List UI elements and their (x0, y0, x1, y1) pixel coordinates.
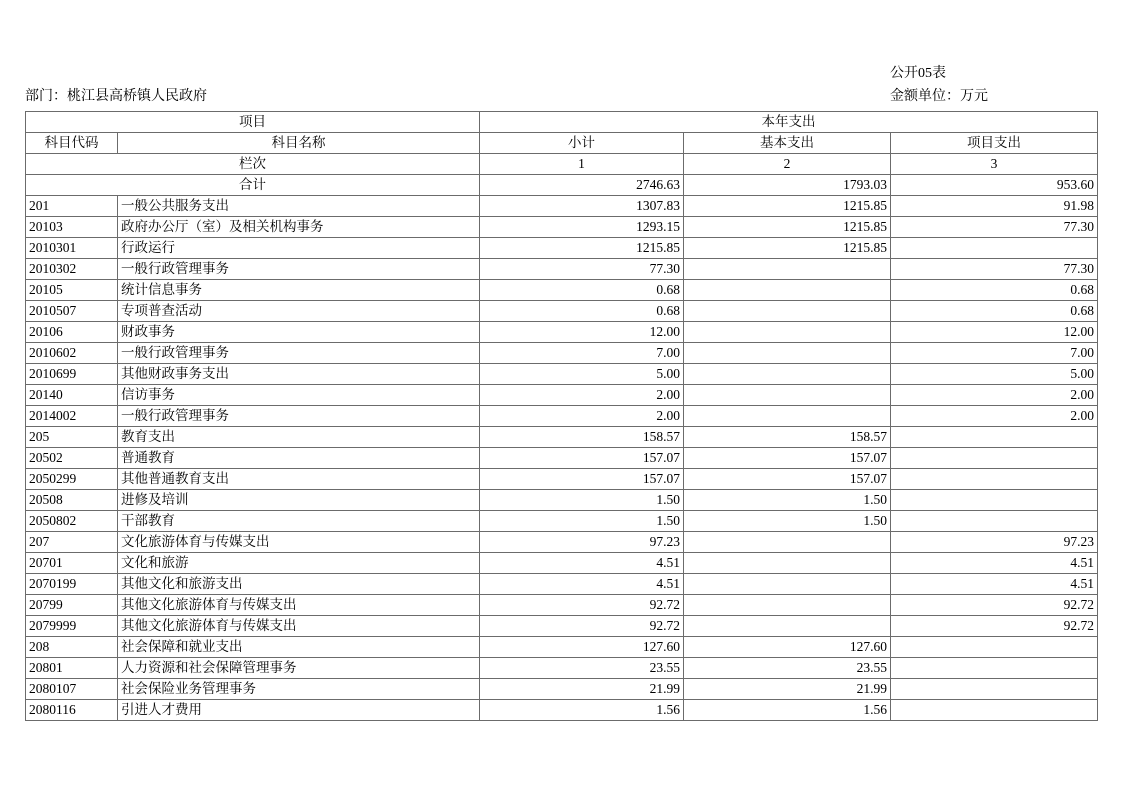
subject-name-cell: 其他文化和旅游支出 (118, 574, 480, 595)
subtotal-cell: 2.00 (480, 406, 684, 427)
subject-name-cell: 一般公共服务支出 (118, 196, 480, 217)
basic-expenditure-cell: 1.56 (684, 700, 891, 721)
table-row (26, 574, 1098, 595)
basic-expenditure-cell: 1215.85 (684, 238, 891, 259)
table-body (26, 196, 1098, 721)
subject-code-cell: 20701 (26, 553, 118, 574)
table-row (26, 469, 1098, 490)
subject-name-cell: 其他财政事务支出 (118, 364, 480, 385)
basic-expenditure-cell: 1215.85 (684, 196, 891, 217)
subtotal-cell: 1215.85 (480, 238, 684, 259)
subject-code-cell: 2050299 (26, 469, 118, 490)
subject-name-cell: 社会保障和就业支出 (118, 637, 480, 658)
basic-expenditure-cell: 127.60 (684, 637, 891, 658)
subject-name-cell: 其他文化旅游体育与传媒支出 (118, 616, 480, 637)
budget-table (25, 111, 1098, 721)
subject-code-cell: 2080116 (26, 700, 118, 721)
subject-code-cell: 208 (26, 637, 118, 658)
subject-name-cell: 社会保险业务管理事务 (118, 679, 480, 700)
totals-row (26, 175, 1098, 196)
subject-name-cell: 统计信息事务 (118, 280, 480, 301)
subtotal-cell: 0.68 (480, 280, 684, 301)
subtotal-cell: 4.51 (480, 553, 684, 574)
subtotal-cell: 92.72 (480, 616, 684, 637)
subject-name-cell: 专项普查活动 (118, 301, 480, 322)
basic-expenditure-cell: 1.50 (684, 490, 891, 511)
project-expenditure-cell: 91.98 (891, 196, 1098, 217)
table-row (26, 448, 1098, 469)
subject-name-cell: 普通教育 (118, 448, 480, 469)
project-expenditure-cell (891, 490, 1098, 511)
project-expenditure-cell (891, 637, 1098, 658)
subject-code-cell: 20508 (26, 490, 118, 511)
basic-expenditure-cell: 23.55 (684, 658, 891, 679)
project-expenditure-cell: 77.30 (891, 259, 1098, 280)
table-row (26, 427, 1098, 448)
subtotal-cell: 1.50 (480, 490, 684, 511)
table-row (26, 217, 1098, 238)
department-label: 部门：桃江县高桥镇人民政府 (25, 89, 207, 104)
basic-expenditure-cell (684, 574, 891, 595)
subtotal-cell: 157.07 (480, 469, 684, 490)
subject-code-cell: 20801 (26, 658, 118, 679)
project-expenditure-cell: 2.00 (891, 406, 1098, 427)
amount-unit-label: 金额单位：万元 (890, 89, 988, 104)
header-subtotal: 小计 (480, 133, 684, 154)
subject-name-cell: 行政运行 (118, 238, 480, 259)
table-row (26, 322, 1098, 343)
form-number-label: 公开05表 (890, 66, 946, 81)
project-expenditure-cell: 92.72 (891, 616, 1098, 637)
subtotal-cell: 1307.83 (480, 196, 684, 217)
subject-code-cell: 2010602 (26, 343, 118, 364)
basic-expenditure-cell (684, 343, 891, 364)
project-expenditure-cell (891, 469, 1098, 490)
subject-code-cell: 2079999 (26, 616, 118, 637)
subtotal-cell: 158.57 (480, 427, 684, 448)
project-expenditure-cell: 5.00 (891, 364, 1098, 385)
subject-code-cell: 2014002 (26, 406, 118, 427)
subtotal-cell: 97.23 (480, 532, 684, 553)
project-expenditure-cell (891, 700, 1098, 721)
subtotal-cell: 1293.15 (480, 217, 684, 238)
table-row (26, 553, 1098, 574)
basic-expenditure-cell: 21.99 (684, 679, 891, 700)
subtotal-cell: 12.00 (480, 322, 684, 343)
basic-expenditure-cell (684, 553, 891, 574)
subject-name-cell: 一般行政管理事务 (118, 259, 480, 280)
table-row (26, 238, 1098, 259)
subject-code-cell: 20103 (26, 217, 118, 238)
table-row (26, 490, 1098, 511)
subject-name-cell: 文化旅游体育与传媒支出 (118, 532, 480, 553)
basic-expenditure-cell (684, 385, 891, 406)
subject-name-cell: 其他普通教育支出 (118, 469, 480, 490)
subtotal-cell: 2.00 (480, 385, 684, 406)
subject-code-cell: 2080107 (26, 679, 118, 700)
project-expenditure-cell (891, 511, 1098, 532)
subject-name-cell: 干部教育 (118, 511, 480, 532)
subtotal-cell: 92.72 (480, 595, 684, 616)
subject-code-cell: 205 (26, 427, 118, 448)
subtotal-cell: 23.55 (480, 658, 684, 679)
subject-name-cell: 人力资源和社会保障管理事务 (118, 658, 480, 679)
basic-expenditure-cell (684, 595, 891, 616)
subject-name-cell: 财政事务 (118, 322, 480, 343)
subtotal-cell: 5.00 (480, 364, 684, 385)
subject-code-cell: 207 (26, 532, 118, 553)
table-row (26, 343, 1098, 364)
table-row (26, 406, 1098, 427)
subject-code-cell: 20502 (26, 448, 118, 469)
subject-code-cell: 20105 (26, 280, 118, 301)
subject-code-cell: 2010507 (26, 301, 118, 322)
subject-name-cell: 一般行政管理事务 (118, 406, 480, 427)
table-row (26, 679, 1098, 700)
header-row-columns (26, 133, 1098, 154)
project-expenditure-cell (891, 658, 1098, 679)
subject-name-cell: 其他文化旅游体育与传媒支出 (118, 595, 480, 616)
basic-expenditure-cell (684, 322, 891, 343)
project-expenditure-cell: 77.30 (891, 217, 1098, 238)
project-expenditure-cell: 2.00 (891, 385, 1098, 406)
subject-name-cell: 引进人才费用 (118, 700, 480, 721)
project-expenditure-cell: 4.51 (891, 574, 1098, 595)
total-label: 合计 (26, 175, 480, 196)
basic-expenditure-cell: 157.07 (684, 448, 891, 469)
subject-code-cell: 201 (26, 196, 118, 217)
header-project-expenditure: 项目支出 (891, 133, 1098, 154)
subject-code-cell: 20799 (26, 595, 118, 616)
table-row (26, 301, 1098, 322)
table-row (26, 385, 1098, 406)
project-expenditure-cell (891, 427, 1098, 448)
subtotal-cell: 1.50 (480, 511, 684, 532)
project-expenditure-cell: 12.00 (891, 322, 1098, 343)
subtotal-cell: 7.00 (480, 343, 684, 364)
subtotal-cell: 77.30 (480, 259, 684, 280)
basic-expenditure-cell: 1.50 (684, 511, 891, 532)
basic-expenditure-cell (684, 364, 891, 385)
project-expenditure-cell: 4.51 (891, 553, 1098, 574)
subject-code-cell: 2010301 (26, 238, 118, 259)
basic-expenditure-cell: 158.57 (684, 427, 891, 448)
subtotal-cell: 1.56 (480, 700, 684, 721)
subject-code-cell: 2070199 (26, 574, 118, 595)
header-row-group (26, 112, 1098, 133)
subject-code-cell: 2010302 (26, 259, 118, 280)
project-expenditure-cell: 0.68 (891, 301, 1098, 322)
header-row-column-index (26, 154, 1098, 175)
total-project: 953.60 (891, 175, 1098, 196)
column-index-3: 3 (891, 154, 1098, 175)
table-row (26, 259, 1098, 280)
total-subtotal: 2746.63 (480, 175, 684, 196)
project-expenditure-cell: 92.72 (891, 595, 1098, 616)
basic-expenditure-cell: 157.07 (684, 469, 891, 490)
column-index-label: 栏次 (26, 154, 480, 175)
header-current-year-expenditure: 本年支出 (480, 112, 1098, 133)
subtotal-cell: 4.51 (480, 574, 684, 595)
basic-expenditure-cell (684, 616, 891, 637)
table-row (26, 511, 1098, 532)
table-row (26, 637, 1098, 658)
table-row (26, 658, 1098, 679)
project-expenditure-cell: 97.23 (891, 532, 1098, 553)
table-row (26, 595, 1098, 616)
subject-code-cell: 20106 (26, 322, 118, 343)
basic-expenditure-cell (684, 280, 891, 301)
header-subject-name: 科目名称 (118, 133, 480, 154)
subject-code-cell: 20140 (26, 385, 118, 406)
total-basic: 1793.03 (684, 175, 891, 196)
subject-name-cell: 政府办公厅（室）及相关机构事务 (118, 217, 480, 238)
subject-code-cell: 2050802 (26, 511, 118, 532)
subtotal-cell: 127.60 (480, 637, 684, 658)
basic-expenditure-cell: 1215.85 (684, 217, 891, 238)
subject-name-cell: 进修及培训 (118, 490, 480, 511)
subtotal-cell: 0.68 (480, 301, 684, 322)
basic-expenditure-cell (684, 259, 891, 280)
header-project: 项目 (26, 112, 480, 133)
table-row (26, 364, 1098, 385)
table-row (26, 532, 1098, 553)
table-row (26, 196, 1098, 217)
table-row (26, 616, 1098, 637)
project-expenditure-cell (891, 238, 1098, 259)
table-row (26, 700, 1098, 721)
subtotal-cell: 157.07 (480, 448, 684, 469)
table-row (26, 280, 1098, 301)
column-index-2: 2 (684, 154, 891, 175)
project-expenditure-cell: 0.68 (891, 280, 1098, 301)
subject-name-cell: 一般行政管理事务 (118, 343, 480, 364)
column-index-1: 1 (480, 154, 684, 175)
header-subject-code: 科目代码 (26, 133, 118, 154)
subject-name-cell: 文化和旅游 (118, 553, 480, 574)
subject-code-cell: 2010699 (26, 364, 118, 385)
basic-expenditure-cell (684, 532, 891, 553)
header-basic-expenditure: 基本支出 (684, 133, 891, 154)
subject-name-cell: 教育支出 (118, 427, 480, 448)
subject-name-cell: 信访事务 (118, 385, 480, 406)
project-expenditure-cell (891, 679, 1098, 700)
subtotal-cell: 21.99 (480, 679, 684, 700)
basic-expenditure-cell (684, 406, 891, 427)
basic-expenditure-cell (684, 301, 891, 322)
project-expenditure-cell (891, 448, 1098, 469)
project-expenditure-cell: 7.00 (891, 343, 1098, 364)
